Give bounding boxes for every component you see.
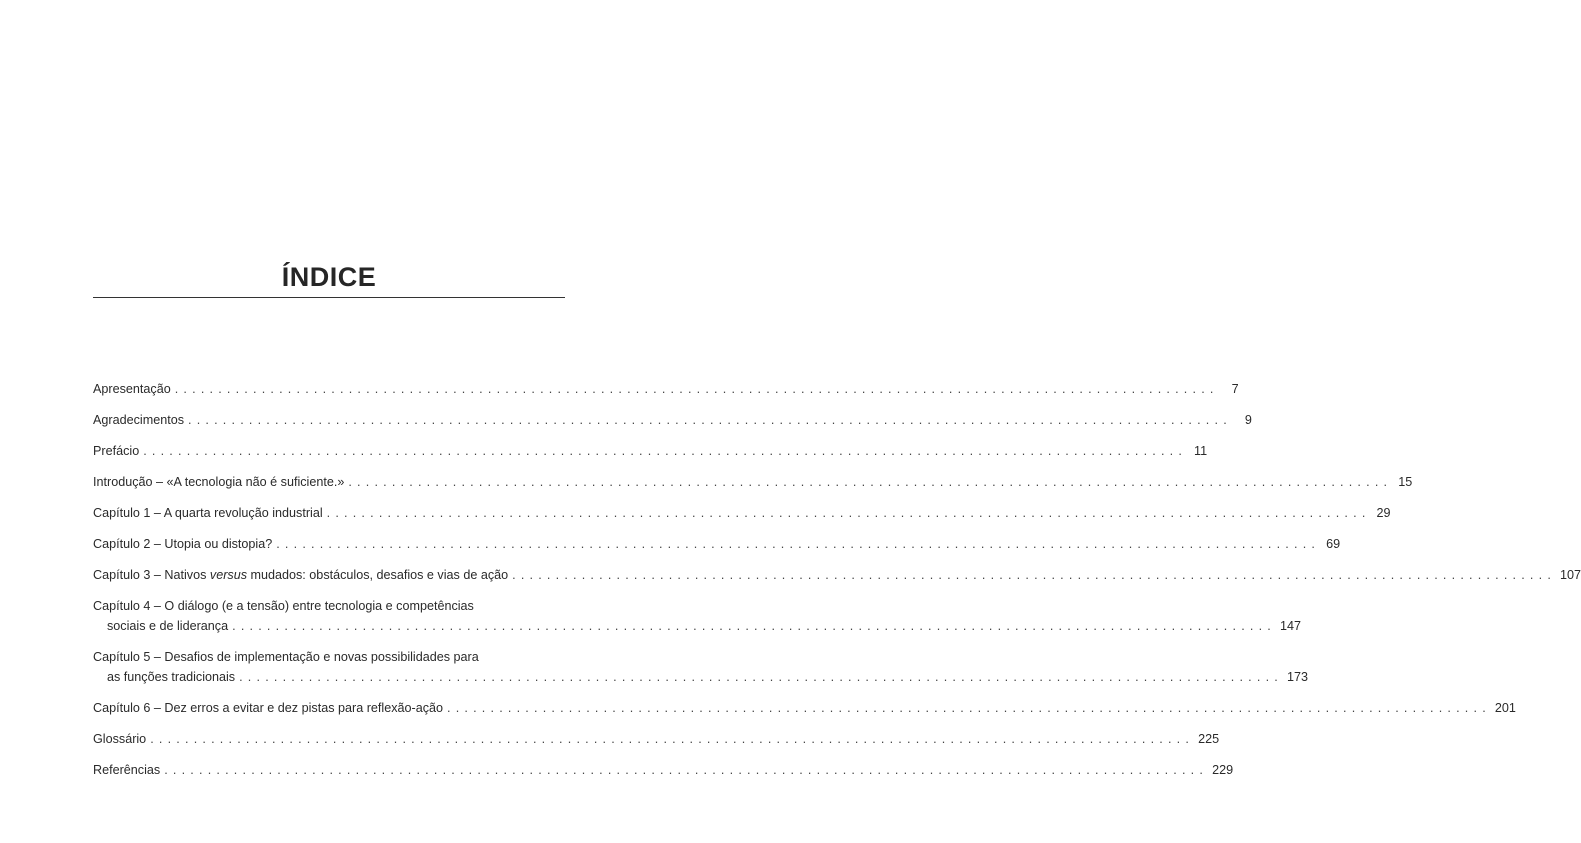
toc-page-number: 69 (1326, 537, 1341, 551)
dot-leader: ........................................................................................................................ (326, 506, 1371, 520)
toc-entry-capitulo-1 (93, 503, 1391, 523)
dot-leader: ........................................................................................................................ (512, 568, 1557, 582)
dot-leader: ........................................................................................................................ (232, 619, 1276, 633)
toc-entry-title: Agradecimentos (93, 413, 185, 427)
toc-entry-title-line-1: Capítulo 5 – Desafios de implementação e novas possibilidades para (93, 650, 479, 664)
toc-entry-capitulo-3 (93, 565, 1581, 585)
toc-entry-title: Referências (93, 763, 161, 777)
dot-leader: ........................................................................................................................ (188, 413, 1232, 427)
toc-entry-title: Capítulo 2 – Utopia ou distopia? (93, 537, 273, 551)
toc-entry-title: Apresentação (93, 382, 171, 396)
toc-entry-title: Capítulo 6 – Dez erros a evitar e dez pistas para reflexão-ação (93, 701, 444, 715)
toc-entry-prefacio (93, 441, 1208, 461)
toc-entry-capitulo-6 (93, 698, 1516, 718)
toc-entry-title-line-2: as funções tradicionais (107, 670, 236, 684)
title-emphasis: versus (209, 568, 247, 582)
toc-entry-title-line-2: sociais e de liderança (107, 619, 229, 633)
title-part-1: Capítulo 3 – Nativos (93, 568, 210, 582)
toc-entry-title: Capítulo 1 – A quarta revolução industrial (93, 506, 323, 520)
toc-page-number: 225 (1198, 732, 1220, 746)
title-rule (93, 297, 565, 298)
toc-page-number: 201 (1494, 701, 1516, 715)
dot-leader: ........................................................................................................................ (174, 382, 1219, 396)
toc-entry-capitulo-2 (93, 534, 1341, 554)
toc-entry-glossario (93, 729, 1220, 749)
toc-entry-apresentacao (93, 379, 1239, 399)
page-title: ÍNDICE (281, 262, 377, 292)
toc-page-number: 29 (1376, 506, 1391, 520)
toc-entry-title: Introdução – «A tecnologia não é suficiente.» (93, 475, 345, 489)
dot-leader: ........................................................................................................................ (239, 670, 1283, 684)
toc-entry-capitulo-5 (93, 647, 1308, 687)
dot-leader: ........................................................................................................................ (447, 701, 1491, 715)
toc-entry-title: Prefácio (93, 444, 140, 458)
dot-leader: ........................................................................................................................ (143, 444, 1188, 458)
toc-entry-referencias (93, 760, 1234, 780)
table-of-contents (93, 379, 1581, 791)
toc-page-number: 15 (1398, 475, 1413, 489)
dot-leader: ........................................................................................................................ (150, 732, 1195, 746)
toc-page-number: 147 (1280, 619, 1302, 633)
toc-entry-agradecimentos (93, 410, 1252, 430)
toc-entry-title-line-1: Capítulo 4 – O diálogo (e a tensão) entre tecnologia e competências (93, 599, 474, 613)
toc-entry-title (93, 565, 508, 585)
toc-entry-title: Glossário (93, 732, 147, 746)
toc-entry-introducao (93, 472, 1413, 492)
toc-page-number: 173 (1286, 670, 1308, 684)
toc-page-number: 229 (1212, 763, 1234, 777)
toc-page-number: 7 (1231, 382, 1239, 396)
dot-leader: ........................................................................................................................ (164, 763, 1209, 777)
toc-page-number: 11 (1194, 444, 1208, 458)
toc-entry-capitulo-4 (93, 596, 1302, 636)
toc-page-number: 107 (1560, 568, 1581, 582)
dot-leader: ........................................................................................................................ (348, 475, 1393, 489)
title-part-2: mudados: obstáculos, desafios e vias de ação (247, 568, 509, 582)
dot-leader: ........................................................................................................................ (276, 537, 1321, 551)
toc-page-number: 9 (1244, 413, 1252, 427)
